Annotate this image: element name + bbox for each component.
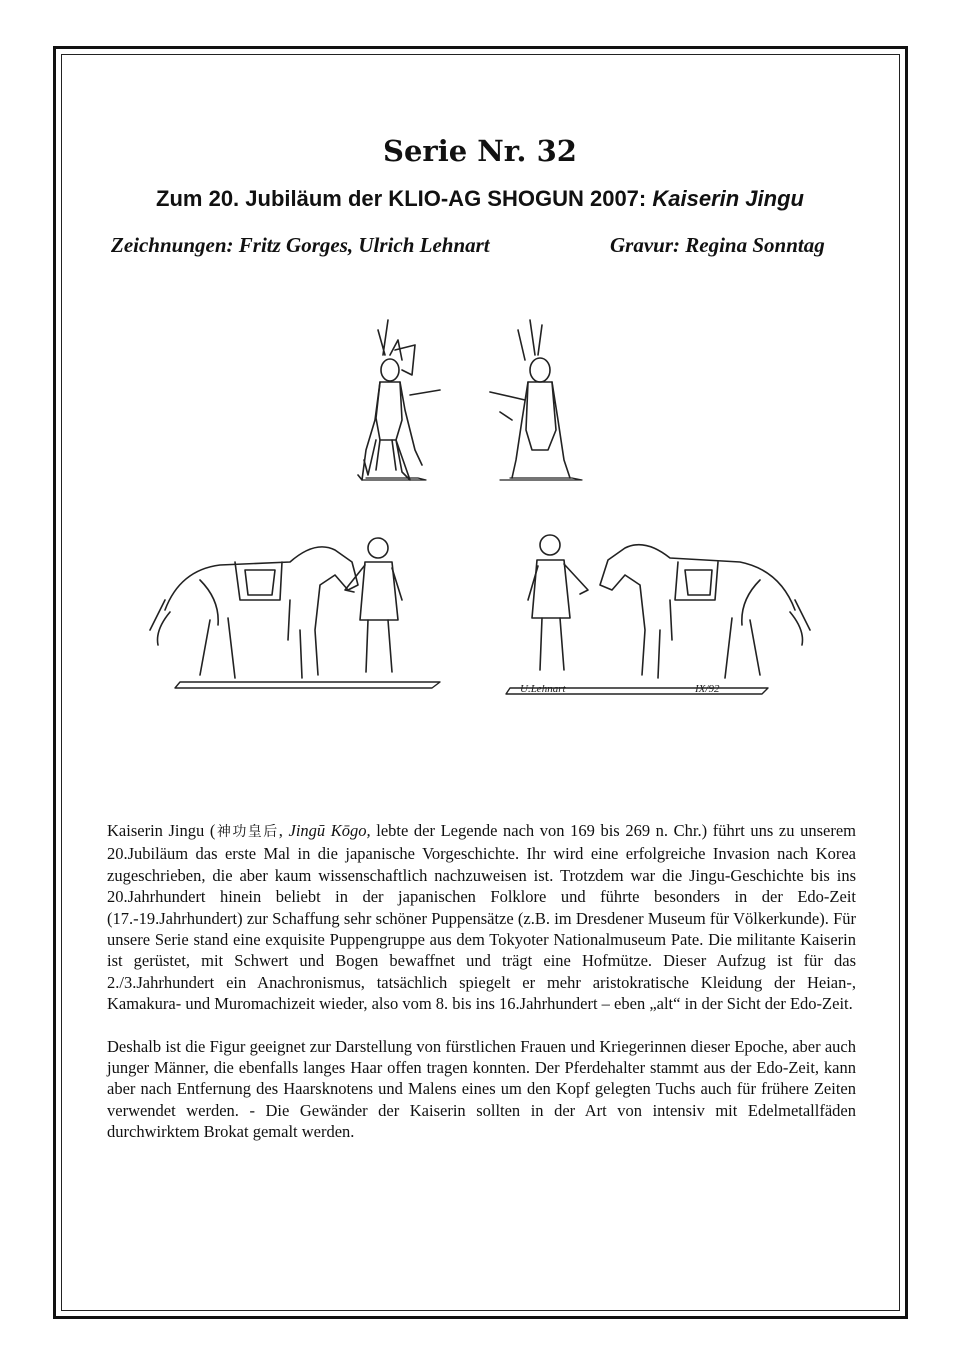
- base-left: [175, 682, 440, 688]
- empress-back-figure: [490, 320, 582, 480]
- horse-right-figure: [600, 545, 810, 678]
- credit-engraving: Gravur: Regina Sonntag: [610, 233, 825, 257]
- figure-illustrations: [140, 300, 820, 710]
- body-text: [107, 820, 856, 1164]
- p1-romaji: Jingū Kōgo,: [288, 821, 371, 840]
- p1-kanji: 神功皇后: [215, 824, 279, 840]
- engraving-mark: IX/92: [695, 683, 720, 695]
- subtitle-prefix: Zum 20. Jubiläum der KLIO-AG SHOGUN 2007:: [156, 186, 653, 211]
- groom-right-figure: [528, 535, 588, 670]
- p1-start: Kaiserin Jingu (: [107, 821, 216, 840]
- subtitle-name: Kaiserin Jingu: [652, 186, 804, 211]
- paragraph-1: [107, 820, 856, 1015]
- paragraph-2: Deshalb ist die Figur geeignet zur Darstellung von fürstlichen Frauen und Kriegerinnen dieser Epoche, aber auch junger Männer, die ebenfalls langes Haar offen tragen konnten. Der Pferdehalter stammt aus der Edo-Zeit, kann aber nach Entfernung des Haarsknotens und Malens eines um den Kopf gelegten Tuchs auch für frühere Zeiten verwendet werden. - Die Gewänder der Kaiserin sollten in der Art von intensiv mit Edelmetallfäden durchwirktem Brokat gemalt werden.: [107, 1036, 856, 1142]
- horse-left-figure: [150, 547, 358, 678]
- engraving-signature: U.Lehnart: [520, 683, 566, 695]
- p1-rest: lebte der Legende nach von 169 bis 269 n. Chr.) führt uns zu unserem 20.Jubiläum das erste Mal in die japanische Vorgeschichte. Ihr wird eine erfolgreiche Invasion nach Korea zugeschrieben, die aber kaum wissenschaftlich nachzuweisen ist. Trotzdem war die Jingu-Geschichte bis ins 20.Jahrhundert hinein beliebt in der japanischen Folklore und führte besonders in der Edo-Zeit (17.-19.Jahrhundert) zur Schaffung sehr schöner Puppensätze (z.B. im Dresdener Museum für Völkerkunde). Für unsere Serie stand eine exquisite Puppengruppe aus dem Tokyoter Nationalmuseum Pate. Die militante Kaiserin ist gerüstet, mit Schwert und Bogen bewaffnet und trägt eine Hofmütze. Dieser Aufzug ist für das 2./3.Jahrhundert ein Anachronismus, tatsächlich spiegelt er mehr aristokratische Kleidung der Heian-, Kamakura- und Muromachizeit wieder, also vom 8. bis ins 16.Jahrhundert – eben „alt“ in der Sicht der Edo-Zeit.: [107, 821, 857, 1014]
- page-subtitle: [0, 186, 960, 212]
- page-title: Serie Nr. 32: [383, 134, 577, 168]
- credit-drawings: Zeichnungen: Fritz Gorges, Ulrich Lehnart: [111, 233, 490, 257]
- empress-front-figure: [358, 320, 440, 480]
- groom-left-figure: [345, 538, 402, 672]
- p1-comma: ,: [278, 821, 289, 840]
